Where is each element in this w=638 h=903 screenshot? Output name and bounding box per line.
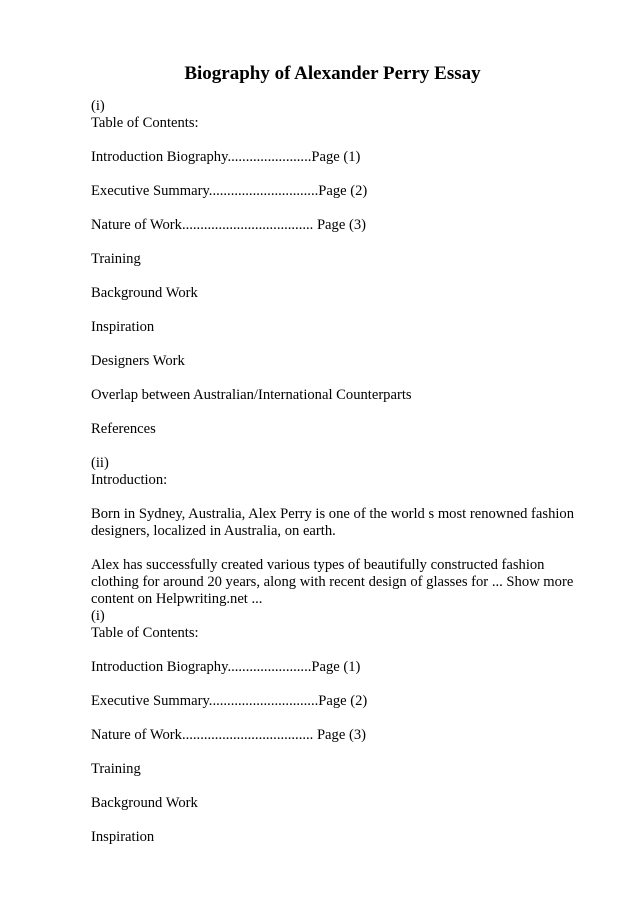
toc-heading: Table of Contents: <box>91 625 199 641</box>
intro-paragraph: Alex has successfully created various types of beautifully constructed fashion clothing for around 20 years, along with recent design of glasses for ... Show more content on Helpwriting.net ... <box>91 557 574 607</box>
toc-item: Training <box>91 761 141 777</box>
toc-item: Inspiration <box>91 319 155 335</box>
toc-heading: Table of Contents: <box>91 115 199 131</box>
document-title: Biography of Alexander Perry Essay <box>184 63 481 84</box>
toc-item: Nature of Work.................................... Page (3) <box>91 217 366 233</box>
section-marker: (i) <box>91 98 105 114</box>
toc-item: Overlap between Australian/International Counterparts <box>91 387 412 403</box>
toc-item: Background Work <box>91 795 198 811</box>
toc-item: Designers Work <box>91 353 185 369</box>
toc-item: Executive Summary..............................Page (2) <box>91 183 368 199</box>
toc-item: References <box>91 421 156 437</box>
toc-item: Introduction Biography.......................Page (1) <box>91 149 361 165</box>
section-marker: (i) <box>91 608 105 624</box>
toc-item: Inspiration <box>91 829 155 845</box>
section-heading: Introduction: <box>91 472 168 488</box>
intro-paragraph: Born in Sydney, Australia, Alex Perry is one of the world s most renowned fashion designers, localized in Australia, on earth. <box>91 506 575 539</box>
toc-item: Introduction Biography.......................Page (1) <box>91 659 361 675</box>
toc-item: Executive Summary..............................Page (2) <box>91 693 368 709</box>
toc-item: Nature of Work.................................... Page (3) <box>91 727 366 743</box>
toc-item: Training <box>91 251 141 267</box>
section-marker: (ii) <box>91 455 109 471</box>
toc-item: Background Work <box>91 285 198 301</box>
